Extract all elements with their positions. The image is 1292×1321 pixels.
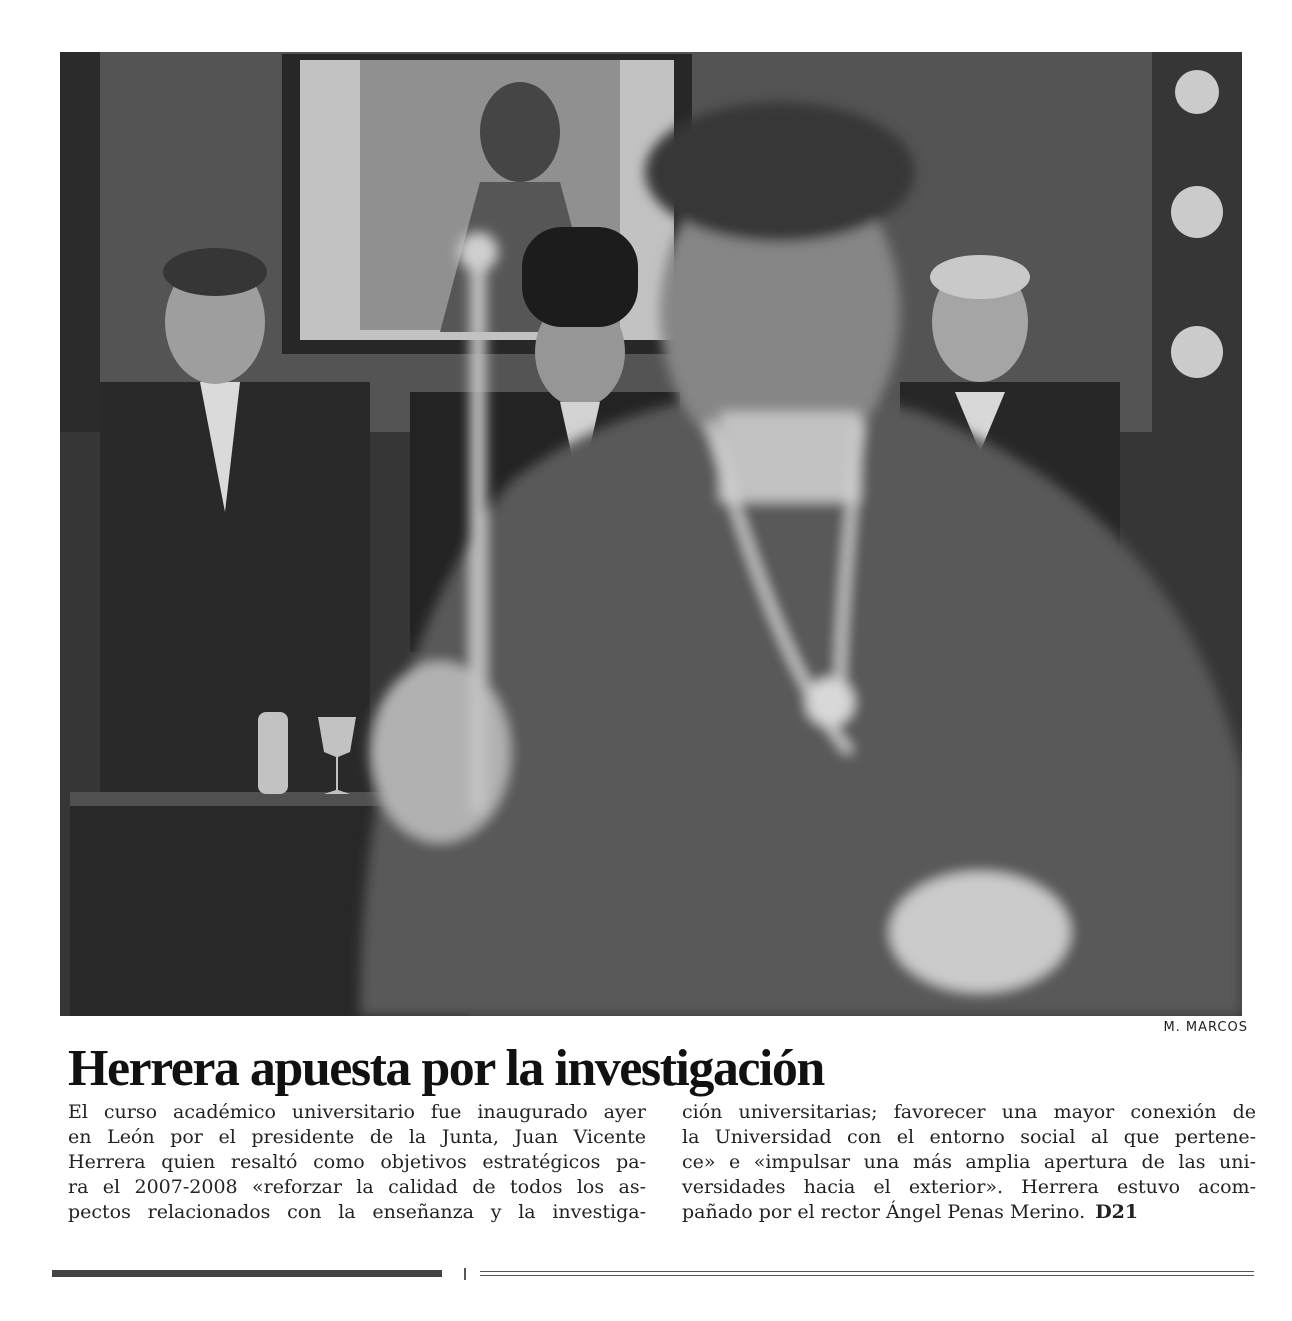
article-column-left: [68, 1100, 646, 1225]
article-line: en León por el presidente de la Junta, Juan Vicente: [68, 1126, 646, 1148]
photo-credit: M. MARCOS: [1163, 1020, 1248, 1035]
bottom-rule-thick: [52, 1270, 442, 1277]
article-line: ce» e «impulsar una más amplia apertura de las uni-: [682, 1151, 1256, 1173]
headline: Herrera apuesta por la investigación: [68, 1040, 824, 1097]
bottom-rule-double: [480, 1271, 1254, 1276]
article-line: la Universidad con el entorno social al que pertene-: [682, 1126, 1256, 1148]
news-photo: [60, 52, 1242, 1016]
article-line: El curso académico universitario fue inaugurado ayer: [68, 1101, 646, 1123]
article-line: ra el 2007-2008 «reforzar la calidad de todos los as-: [68, 1176, 646, 1198]
article-line: ción universitarias; favorecer una mayor conexión de: [682, 1101, 1256, 1123]
article-line: versidades hacia el exterior». Herrera estuvo acom-: [682, 1176, 1256, 1198]
article-last-line: [682, 1200, 1256, 1225]
page-reference: D21: [1095, 1201, 1139, 1223]
article-column-right: [682, 1100, 1256, 1225]
bottom-rule-tick: [464, 1268, 466, 1280]
article-line: pañado por el rector Ángel Penas Merino.: [682, 1201, 1086, 1223]
photo-illustration: [60, 52, 1242, 1016]
article-line: pectos relacionados con la enseñanza y la investiga-: [68, 1201, 646, 1223]
article-line: Herrera quien resaltó como objetivos estratégicos pa-: [68, 1151, 646, 1173]
